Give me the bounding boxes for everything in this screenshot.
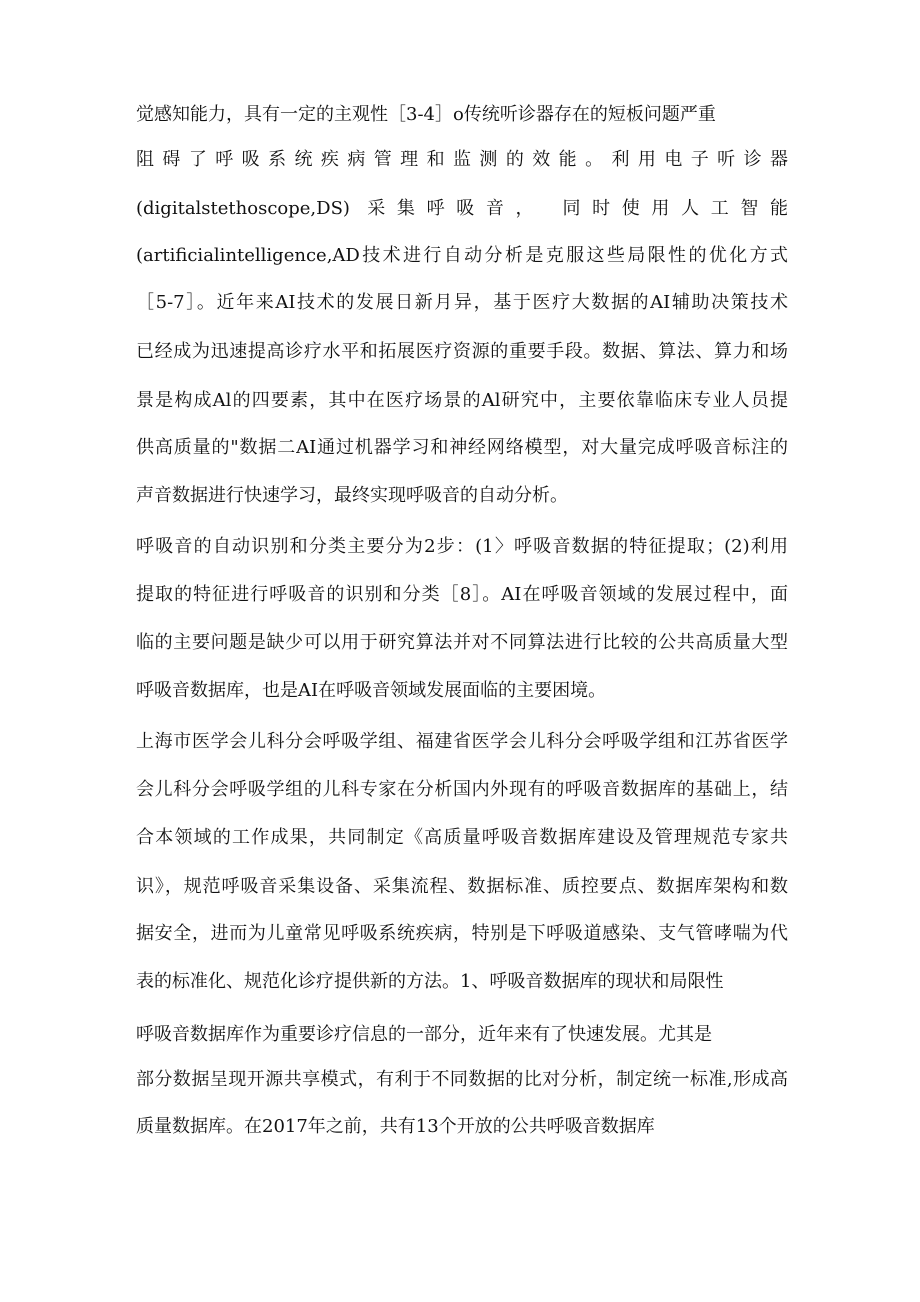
text-line-14: 上海市医学会儿科分会呼吸学组、福建省医学会儿科分会呼吸学组和江苏省医学 xyxy=(136,731,788,752)
text-line-6: 已经成为迅速提高诊疗水平和拓展医疗资源的重要手段。数据、算法、算力和场 xyxy=(136,341,788,362)
text-line-9: 声音数据进行快速学习，最终实现呼吸音的自动分析。 xyxy=(136,485,568,506)
text-line-2: 阻碍了呼吸系统疾病管理和监测的效能。利用电子听诊器 xyxy=(136,149,788,170)
text-line-4: (artificialintelligence,AD技术进行自动分析是克服这些局限性的优化方式 xyxy=(136,245,788,266)
text-line-7: 景是构成Al的四要素，其中在医疗场景的Al研究中，主要依靠临床专业人员提 xyxy=(136,390,788,411)
text-line-17: 识》，规范呼吸音采集设备、采集流程、数据标准、质控要点、数据库架构和数 xyxy=(136,876,788,897)
text-line-5: ［5-7］。近年来AI技术的发展日新月异，基于医疗大数据的AI辅助决策技术 xyxy=(136,292,788,313)
text-line-21: 部分数据呈现开源共享模式，有利于不同数据的比对分析，制定统一标准,形成高 xyxy=(136,1069,788,1090)
text-line-15: 会儿科分会呼吸学组的儿科专家在分析国内外现有的呼吸音数据库的基础上，结 xyxy=(136,779,788,800)
text-line-10: 呼吸音的自动识别和分类主要分为2步：(1〉呼吸音数据的特征提取；(2)利用 xyxy=(136,536,788,557)
text-line-19: 表的标准化、规范化诊疗提供新的方法。1、呼吸音数据库的现状和局限性 xyxy=(136,971,724,992)
text-line-12: 临的主要问题是缺少可以用于研究算法并对不同算法进行比较的公共高质量大型 xyxy=(136,632,788,653)
text-line-1: 觉感知能力，具有一定的主观性［3-4］o传统听诊器存在的短板问题严重 xyxy=(136,104,716,125)
text-line-20: 呼吸音数据库作为重要诊疗信息的一部分，近年来有了快速发展。尤其是 xyxy=(136,1024,712,1045)
text-line-13: 呼吸音数据库，也是AI在呼吸音领域发展面临的主要困境。 xyxy=(136,680,607,701)
text-line-16: 合本领域的工作成果，共同制定《高质量呼吸音数据库建设及管理规范专家共 xyxy=(136,827,788,848)
text-line-18: 据安全，进而为儿童常见呼吸系统疾病，特别是下呼吸道感染、支气管哮喘为代 xyxy=(136,923,788,944)
text-line-8: 供高质量的"数据二AI通过机器学习和神经网络模型，对大量完成呼吸音标注的 xyxy=(136,437,788,458)
text-line-11: 提取的特征进行呼吸音的识别和分类［8］。AI在呼吸音领域的发展过程中，面 xyxy=(136,584,788,605)
text-line-3: (digitalstethoscope,DS) 采集呼吸音， 同时使用人工智能 xyxy=(136,198,788,219)
text-line-22: 质量数据库。在2017年之前，共有13个开放的公共呼吸音数据库 xyxy=(136,1116,655,1137)
